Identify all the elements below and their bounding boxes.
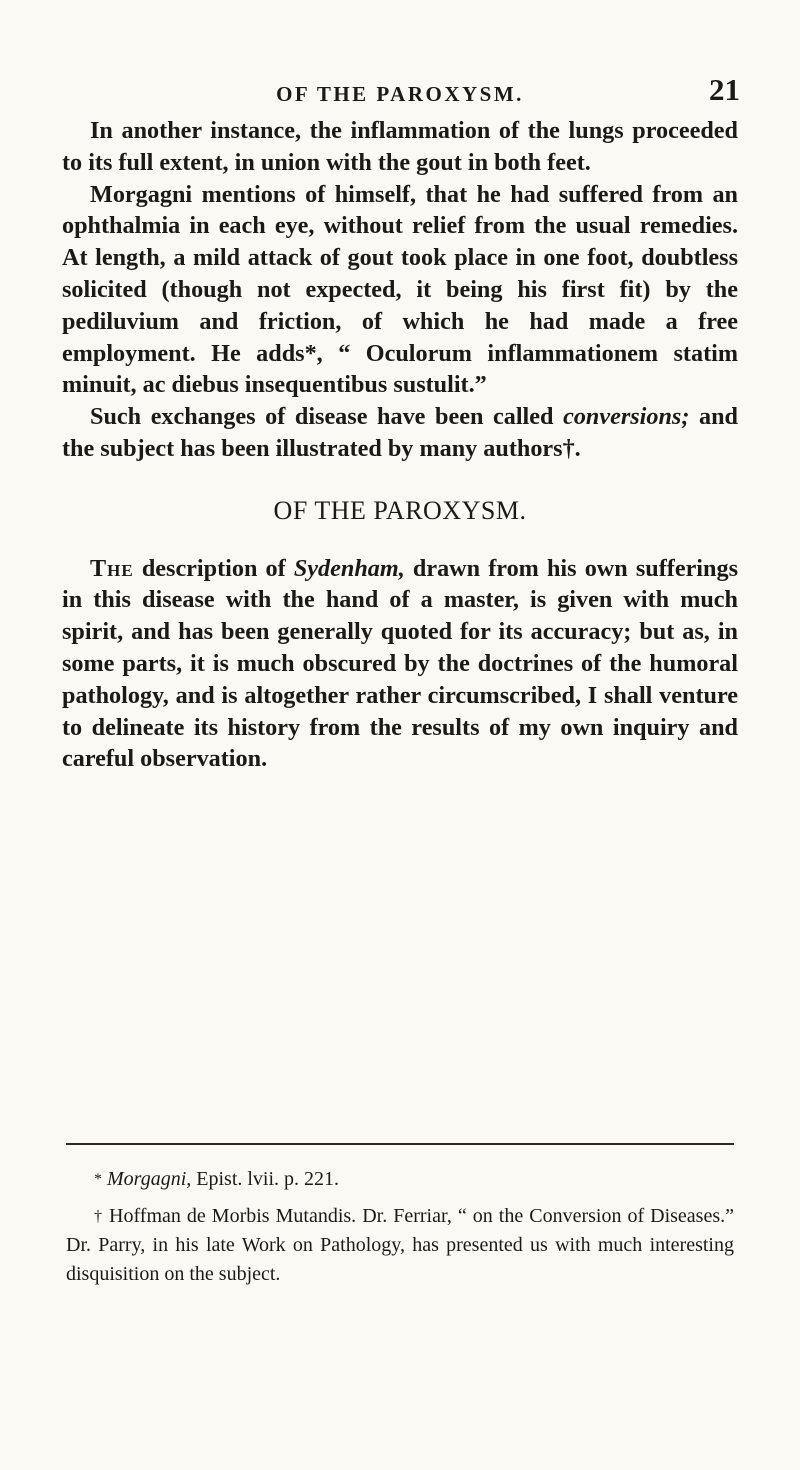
footnote-citation: Epist. lvii. p. 221.	[191, 1168, 340, 1190]
footnote-hoffman	[66, 1202, 734, 1289]
footnote-author: Morgagni,	[107, 1168, 192, 1190]
sydenham-name: Sydenham,	[293, 554, 405, 582]
paragraph-morgagni: Morgagni mentions of himself, that he had suffered from an ophthalmia in each eye, without relief from the usual remedies. At length, a mild attack of gout took place in one foot, doubtless solicited (though not expected, it being his first fit) by the pediluvium and friction, of which he had made a free employment. He adds*, “ Oculorum inflammationem statim minuit, ac diebus insequentibus sustulit.”	[62, 180, 738, 399]
conversions-text-before: Such exchanges of disease have been called	[90, 403, 564, 431]
paragraph-sydenham	[62, 553, 738, 776]
footnote-hoffman-text: Hoffman de Morbis Mutandis. Dr. Ferriar, “ on the Conversion of Diseases.” Dr. Parry, in his late Work on Pathology, has presented us with much interesting disquisition on the subject.	[66, 1204, 735, 1285]
paragraph-conversions	[62, 401, 738, 465]
sydenham-text-2: drawn from his own sufferings in this disease with the hand of a master, is given with much spirit, and has been generally quoted for its accuracy; but as, in some parts, it is much obscured by the doctrines of the humoral pathology, and is altogether rather circumscribed, I shall venture to delineate its history from the results of my own inquiry and careful observation.	[62, 554, 738, 773]
footnote-mark-dagger: †	[94, 1207, 104, 1225]
running-head	[0, 70, 800, 110]
conversions-text-after: and the subject has been illustrated by many authors†.	[62, 403, 738, 462]
paragraph-lungs: In another instance, the inflammation of the lungs proceeded to its full extent, in union with the gout in both feet.	[62, 117, 738, 176]
conversions-term: conversions;	[563, 403, 690, 431]
page-number: 21	[709, 72, 740, 107]
footnote-rule	[66, 1143, 734, 1145]
running-title: OF THE PAROXYSM.	[276, 82, 524, 106]
lead-word: The	[90, 554, 134, 582]
main-text	[62, 115, 738, 775]
footnotes	[66, 1165, 734, 1295]
footnote-morgagni	[66, 1165, 734, 1195]
sydenham-text-1: description of	[133, 554, 294, 582]
section-heading: OF THE PAROXYSM.	[273, 495, 527, 525]
footnote-mark-asterisk: *	[94, 1171, 102, 1188]
